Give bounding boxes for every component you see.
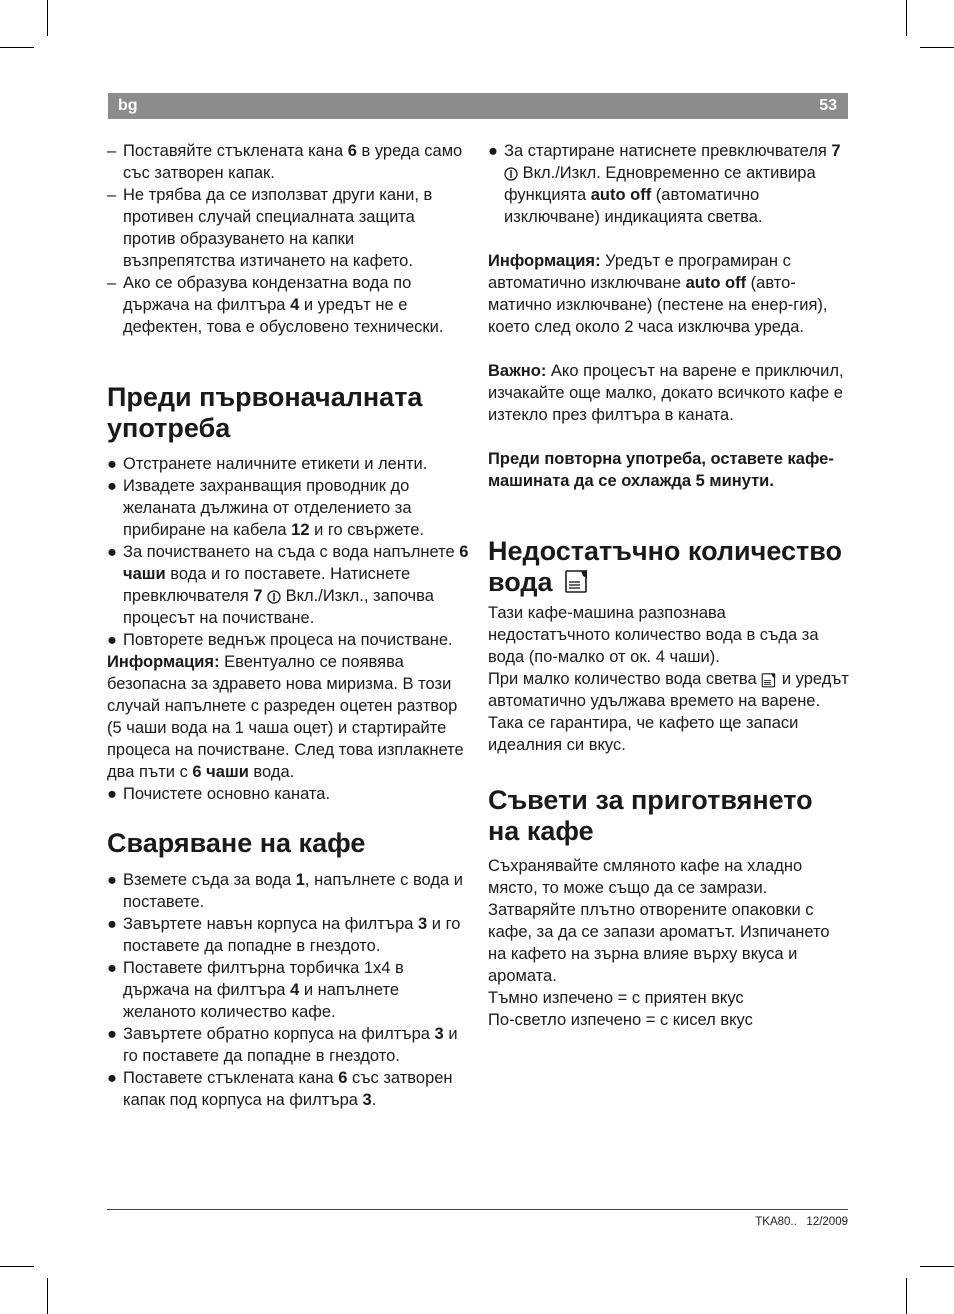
crop-mark — [906, 1278, 907, 1314]
crop-mark — [47, 1278, 48, 1314]
crop-mark — [906, 0, 907, 36]
list-item: – Поставяйте стъклената кана 6 в уреда само със затворен капак. — [107, 142, 463, 182]
list-item: ● Поставете стъклената кана 6 със затворен капак под корпуса на филтъра 3. — [107, 1069, 453, 1109]
section-heading: Съвети за приготвянето на кафе — [488, 785, 813, 846]
list-item: ● За стартиране натиснете превключвателя 7 Вкл./Изкл. Едновременно се активира функцията auto off (автоматично изключване) индикацията светва. — [488, 142, 841, 226]
list-item: ● Завъртете обратно корпуса на филтъра 3 и го поставете да попадне в гнездото. — [107, 1025, 458, 1065]
paragraph: При малко количество вода светва и уредът автоматично удължава времето на варене. Така се гарантира, че кафето ще запаси идеалния си вкус. — [488, 670, 849, 754]
paragraph: Съхранявайте смляното кафе на хладно място, то може също да се замрази. Затваряйте плътно отворените опаковки с кафе, за да се запази ароматът. Изпичането на кафето на зърна влияе върху вкуса и аромата. — [488, 857, 830, 985]
bullet-marker: ● — [107, 785, 117, 803]
right-column — [488, 140, 850, 1031]
bullet-marker: ● — [107, 1069, 117, 1087]
model-number: TKA80.. — [755, 1216, 797, 1228]
bullet-marker: ● — [107, 915, 117, 933]
paragraph: Тази кафе-машина разпознава недостатъчното количество вода в съда за вода (по-малко от ок. 4 чаши). — [488, 604, 819, 666]
page-number: 53 — [819, 97, 837, 114]
list-item: ● Поставете филтърна торбичка 1x4 в държача на филтъра 4 и напълнете желаното количество кафе. — [107, 959, 404, 1021]
left-column — [107, 140, 469, 1111]
bullet-marker: ● — [107, 543, 117, 561]
info-paragraph: Информация: Евентуално се появява безопасна за здравето нова миризма. В този случай напълнете с разреден оцетен разтвор (5 чаши вода на 1 чаша оцет) и стартирайте процеса на почистване. След това изплакнете два пъти с 6 чаши вода. — [107, 653, 464, 781]
bullet-marker: ● — [107, 871, 117, 889]
bullet-marker: ● — [107, 1025, 117, 1043]
info-paragraph: Информация: Уредът е програмиран с автоматично изключване auto off (авто-матично изключване) (пестене на енер-гия), което след около 2 часа изключва уреда. — [488, 252, 828, 336]
dash-marker: – — [107, 274, 117, 292]
list-item: ● Почистете основно каната. — [107, 785, 331, 803]
list-item: – Ако се образува кондензатна вода по държача на филтъра 4 и уредът не е дефектен, това е обусловено технически. — [107, 274, 444, 336]
list-item: ● Повторете веднъж процеса на почистване. — [107, 631, 453, 649]
dash-marker: – — [107, 186, 117, 204]
crop-mark — [920, 1266, 954, 1267]
list-item: ● За почистването на съда с вода напълнете 6 чаши вода и го поставете. Натиснете превключвателя 7 Вкл./Изкл., започва процесът на почистване. — [107, 543, 469, 627]
important-paragraph: Важно: Ако процесът на варене е приключил, изчакайте още малко, докато всичкото кафе е изтекло през филтъра в каната. — [488, 362, 844, 424]
list-item: ● Вземете съда за вода 1, напълнете с вода и поставете. — [107, 871, 463, 911]
list-item: – Не трябва да се използват други кани, в противен случай специалната защита против образуването на капки възпрепятства изтичането на кафето. — [107, 186, 433, 270]
crop-mark — [47, 0, 48, 36]
section-heading: Преди първоначалната употреба — [107, 382, 423, 443]
footer-divider — [107, 1209, 848, 1210]
bullet-marker: ● — [107, 631, 117, 649]
bullet-marker: ● — [107, 455, 117, 473]
list-item: ● Завъртете навън корпуса на филтъра 3 и го поставете да попадне в гнездото. — [107, 915, 461, 955]
bullet-marker: ● — [107, 959, 117, 977]
footer-date: 12/2009 — [806, 1216, 848, 1228]
water-tank-icon — [761, 672, 777, 688]
warning-paragraph: Преди повторна употреба, оставете кафе-машината да се охлажда 5 минути. — [488, 450, 834, 490]
page-footer — [755, 1216, 848, 1228]
bullet-marker: ● — [107, 477, 117, 495]
crop-mark — [0, 1266, 34, 1267]
section-heading: Недостатъчно количество вода — [488, 536, 842, 597]
list-item: ● Отстранете наличните етикети и ленти. — [107, 455, 428, 473]
list-item: ● Извадете захранващия проводник до желаната дължина от отделението за прибиране на кабела 12 и го свържете. — [107, 477, 425, 539]
roast-line: Тъмно изпечено = с приятен вкус — [488, 989, 744, 1007]
bullet-marker: ● — [488, 142, 498, 160]
dash-marker: – — [107, 142, 117, 160]
water-tank-icon — [564, 568, 590, 594]
crop-mark — [920, 47, 954, 48]
roast-line: По-светло изпечено = с кисел вкус — [488, 1011, 753, 1029]
power-icon — [267, 590, 281, 604]
language-code: bg — [118, 97, 138, 114]
page-header — [108, 93, 848, 119]
crop-mark — [0, 47, 34, 48]
power-icon — [504, 167, 518, 181]
section-heading: Сваряване на кафе — [107, 828, 366, 858]
